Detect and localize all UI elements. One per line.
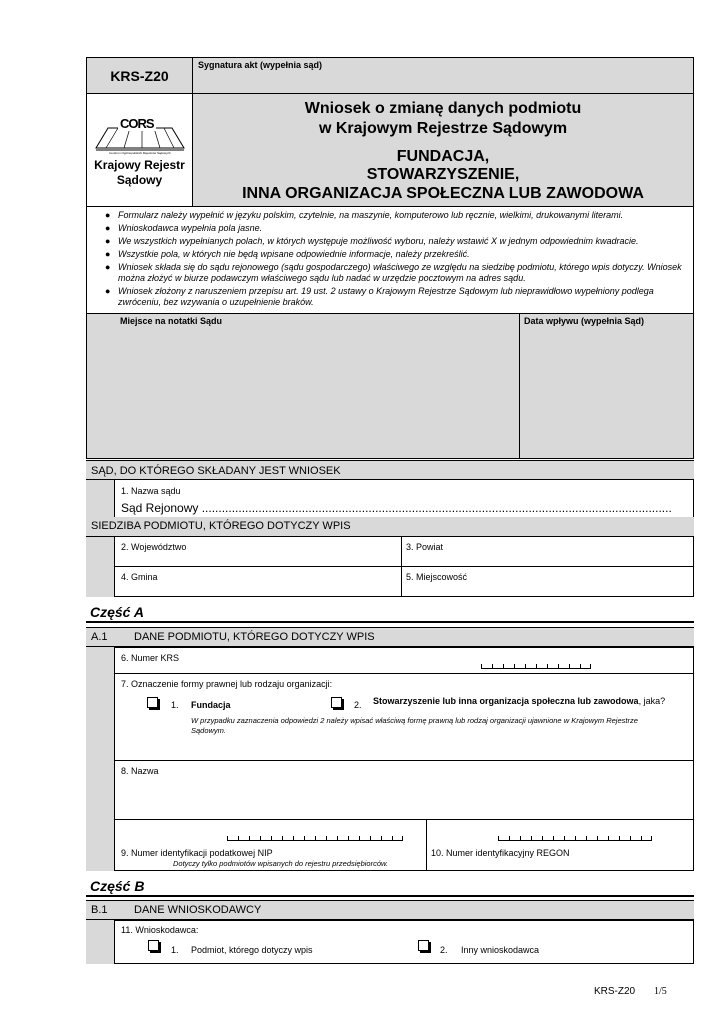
instruction-item: ● Wnioskodawca wypełnia pola jasne.	[118, 223, 684, 234]
regon-field[interactable]	[426, 819, 694, 871]
voivodeship-label: 2. Województwo	[121, 542, 187, 552]
applicant-opt2-label: Inny wnioskodawca	[461, 945, 540, 955]
checkbox-applicant-entity[interactable]	[148, 940, 159, 951]
instruction-item: ● Formularz należy wypełnić w języku polskim, czytelnie, na maszynie, komputerowo lub ręcznie, wielkimi, drukowanymi literami.	[118, 210, 684, 221]
logo-text: CORS	[120, 116, 154, 131]
opt-fundacja-label: Fundacja	[191, 700, 231, 710]
court-section-heading: SĄD, DO KTÓREGO SKŁADANY JEST WNIOSEK	[91, 465, 341, 477]
nip-note: Dotyczy tylko podmiotów wpisanych do rejestru przedsiębiorców.	[173, 859, 389, 868]
applicant-opt1-num: 1.	[171, 945, 179, 955]
registry-name-2: Sądowy	[116, 173, 163, 187]
court-left-margin	[86, 480, 114, 518]
opt-stowarzyszenie-suffix: , jaka?	[638, 696, 666, 706]
registry-name-1: Krajowy Rejestr	[94, 158, 185, 172]
county-field[interactable]	[401, 536, 694, 567]
regon-digit-boxes[interactable]	[498, 836, 652, 841]
seat-section-heading: SIEDZIBA PODMIOTU, KTÓREGO DOTYCZY WPIS	[91, 520, 351, 532]
instruction-item: ● Wniosek złożony z naruszeniem przepisu art. 19 ust. 2 ustawy o Krajowym Rejestrze Sądowym lub nieprawidłowo wypełniony podlega zwróceniu, bez wzywania o uzupełnienie braków.	[118, 286, 684, 308]
instruction-item: ● Wszystkie pola, w których nie będą wpisane odpowiednie informacje, należy przekreślić.	[118, 249, 684, 260]
part-b-section-num: B.1	[91, 904, 108, 916]
form-subtitle-2: STOWARZYSZENIE,	[366, 166, 520, 183]
court-date-label: Data wpływu (wypełnia Sąd)	[524, 316, 645, 326]
part-b-left-margin	[86, 920, 114, 964]
form-title-2: w Krajowym Rejestrze Sądowym	[318, 120, 568, 137]
form-code: KRS-Z20	[110, 68, 169, 84]
checkbox-stowarzyszenie[interactable]	[331, 697, 342, 708]
applicant-label: 11. Wnioskodawca:	[121, 925, 199, 935]
instruction-item: ● Wniosek składa się do sądu rejonowego (sądu gospodarczego) właściwego ze względu na siedzibę podmiotu, którego wpis dotyczy. Wniosek można złożyć w biurze podawczym właściwego sądu lub nadać w urzędzie pocztowym na adres sądu.	[118, 262, 684, 284]
instruction-item: ● We wszystkich wypełnianych polach, w których występuje możliwość wyboru, należy wstawić X w jednym odpowiednim kwadracie.	[118, 236, 684, 247]
court-name-value: Sąd Rejonowy .............................................................................................................................................	[121, 501, 672, 515]
opt-stowarzyszenie-text	[373, 696, 691, 706]
name-label: 8. Nazwa	[121, 766, 159, 776]
krs-number-label: 6. Numer KRS	[121, 653, 180, 663]
part-a-rule	[86, 621, 694, 623]
part-a-section-title: DANE PODMIOTU, KTÓREGO DOTYCZY WPIS	[134, 631, 375, 643]
part-b-title: Część B	[90, 878, 145, 894]
applicant-opt1-label: Podmiot, którego dotyczy wpis	[191, 945, 313, 955]
town-label: 5. Miejscowość	[406, 572, 468, 582]
county-label: 3. Powiat	[406, 542, 444, 552]
part-b-section-title: DANE WNIOSKODAWCY	[134, 904, 262, 916]
checkbox-applicant-other[interactable]	[418, 940, 429, 951]
nip-label: 9. Numer identyfikacji podatkowej NIP	[121, 848, 273, 858]
form-subtitle-1: FUNDACJA,	[396, 148, 490, 165]
court-date-area	[519, 313, 694, 459]
signature-label: Sygnatura akt (wypełnia sąd)	[198, 60, 323, 70]
krs-number-field[interactable]	[114, 647, 694, 674]
logo-subtext: Centrum Ogólnopolskich Rejestrów Sądowych	[109, 151, 171, 155]
seat-left-margin	[86, 537, 114, 597]
opt-fundacja-num: 1.	[171, 700, 179, 710]
opt-stowarzyszenie-label: Stowarzyszenie lub inna organizacja społeczna lub zawodowa	[373, 696, 639, 706]
name-field[interactable]	[114, 760, 694, 820]
krs-digit-boxes[interactable]	[481, 664, 591, 669]
court-notes-label: Miejsce na notatki Sądu	[120, 316, 223, 326]
part-a-left-margin	[86, 647, 114, 871]
applicant-opt2-num: 2.	[440, 945, 448, 955]
regon-label: 10. Numer identyfikacyjny REGON	[431, 848, 570, 858]
court-notes-area	[86, 313, 520, 459]
instructions-list	[104, 210, 684, 310]
footer-code: KRS-Z20	[594, 986, 636, 997]
court-name-label: 1. Nazwa sądu	[121, 486, 181, 496]
applicant-field	[114, 920, 694, 964]
footer-page: 1/5	[654, 986, 667, 997]
nip-digit-boxes[interactable]	[227, 836, 403, 841]
form-subtitle-3: INNA ORGANIZACJA SPOŁECZNA LUB ZAWODOWA	[242, 185, 644, 202]
legal-form-label: 7. Oznaczenie formy prawnej lub rodzaju organizacji:	[121, 679, 333, 689]
commune-label: 4. Gmina	[121, 572, 158, 582]
legal-form-note: W przypadku zaznaczenia odpowiedzi 2 należy wpisać właściwą formę prawną lub rodzaj organizacji ujawnione w Krajowym Rejestrze Sądowym.	[191, 716, 638, 735]
part-a-title: Część A	[90, 604, 144, 620]
part-b-rule	[86, 895, 694, 897]
checkbox-fundacja[interactable]	[147, 697, 158, 708]
form-title-1: Wniosek o zmianę danych podmiotu	[304, 100, 582, 117]
opt-stowarzyszenie-num: 2.	[354, 700, 362, 710]
part-a-section-num: A.1	[91, 631, 108, 643]
